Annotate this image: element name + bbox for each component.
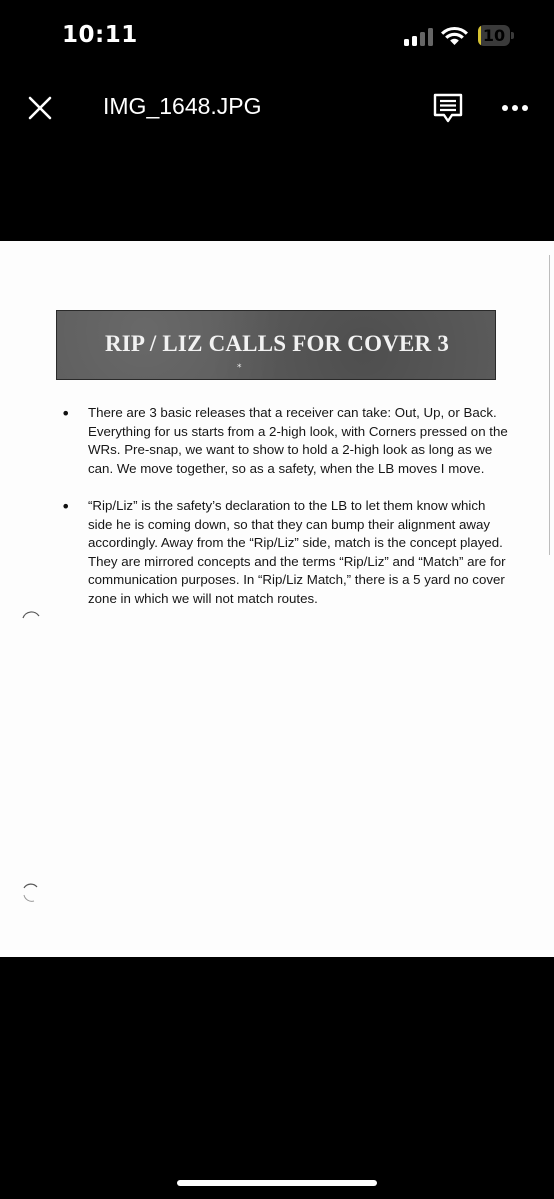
banner-mark: *	[237, 363, 242, 373]
comment-icon[interactable]	[430, 90, 466, 126]
paragraph-line: There are 3 basic releases that a receiver can take: Out, Up, or Back.	[88, 405, 497, 420]
page-edge-line	[549, 255, 550, 555]
cellular-signal-icon	[404, 28, 434, 46]
paragraph-line: zone in which we will not match routes.	[88, 590, 318, 606]
bullet-1: •	[61, 404, 71, 423]
paragraph-line: accordingly. Away from the “Rip/Liz” side, match is the concept played.	[88, 535, 503, 550]
paragraph-line: Everything for us starts from a 2-high look, with Corners pressed on the	[88, 423, 508, 439]
home-indicator[interactable]	[177, 1180, 377, 1186]
battery-level: 10	[482, 26, 506, 45]
status-bar	[0, 0, 554, 74]
paragraph-2	[88, 497, 508, 608]
punch-hole-mark	[20, 881, 42, 903]
paragraph-line: They are mirrored concepts and the terms “Rip/Liz” and “Match” are for	[88, 553, 506, 569]
document-image[interactable]	[0, 241, 554, 957]
close-icon[interactable]	[24, 92, 56, 124]
more-icon[interactable]	[496, 94, 534, 122]
bullet-2: •	[61, 497, 71, 516]
battery-icon	[478, 25, 514, 46]
document-banner	[56, 310, 496, 380]
banner-title: RIP / LIZ CALLS FOR COVER 3	[104, 331, 450, 356]
paragraph-line: communication purposes. In “Rip/Liz Match,” there is a 5 yard no cover	[88, 572, 505, 587]
file-name-title: IMG_1648.JPG	[103, 93, 262, 119]
wifi-icon	[441, 25, 468, 46]
paragraph-line: side he is coming down, so that they can bump their alignment away	[88, 516, 491, 532]
paragraph-line: “Rip/Liz” is the safety’s declaration to the LB to let them know which	[88, 498, 486, 513]
paragraph-line: can. We move together, so as a safety, when the LB moves I move.	[88, 460, 485, 476]
paragraph-line: WRs. Pre-snap, we want to show to hold a 2-high look as long as we	[88, 442, 493, 457]
punch-hole-mark	[20, 608, 42, 630]
paragraph-1	[88, 404, 508, 478]
status-time: 10:11	[62, 22, 138, 48]
title-bar	[0, 74, 554, 140]
